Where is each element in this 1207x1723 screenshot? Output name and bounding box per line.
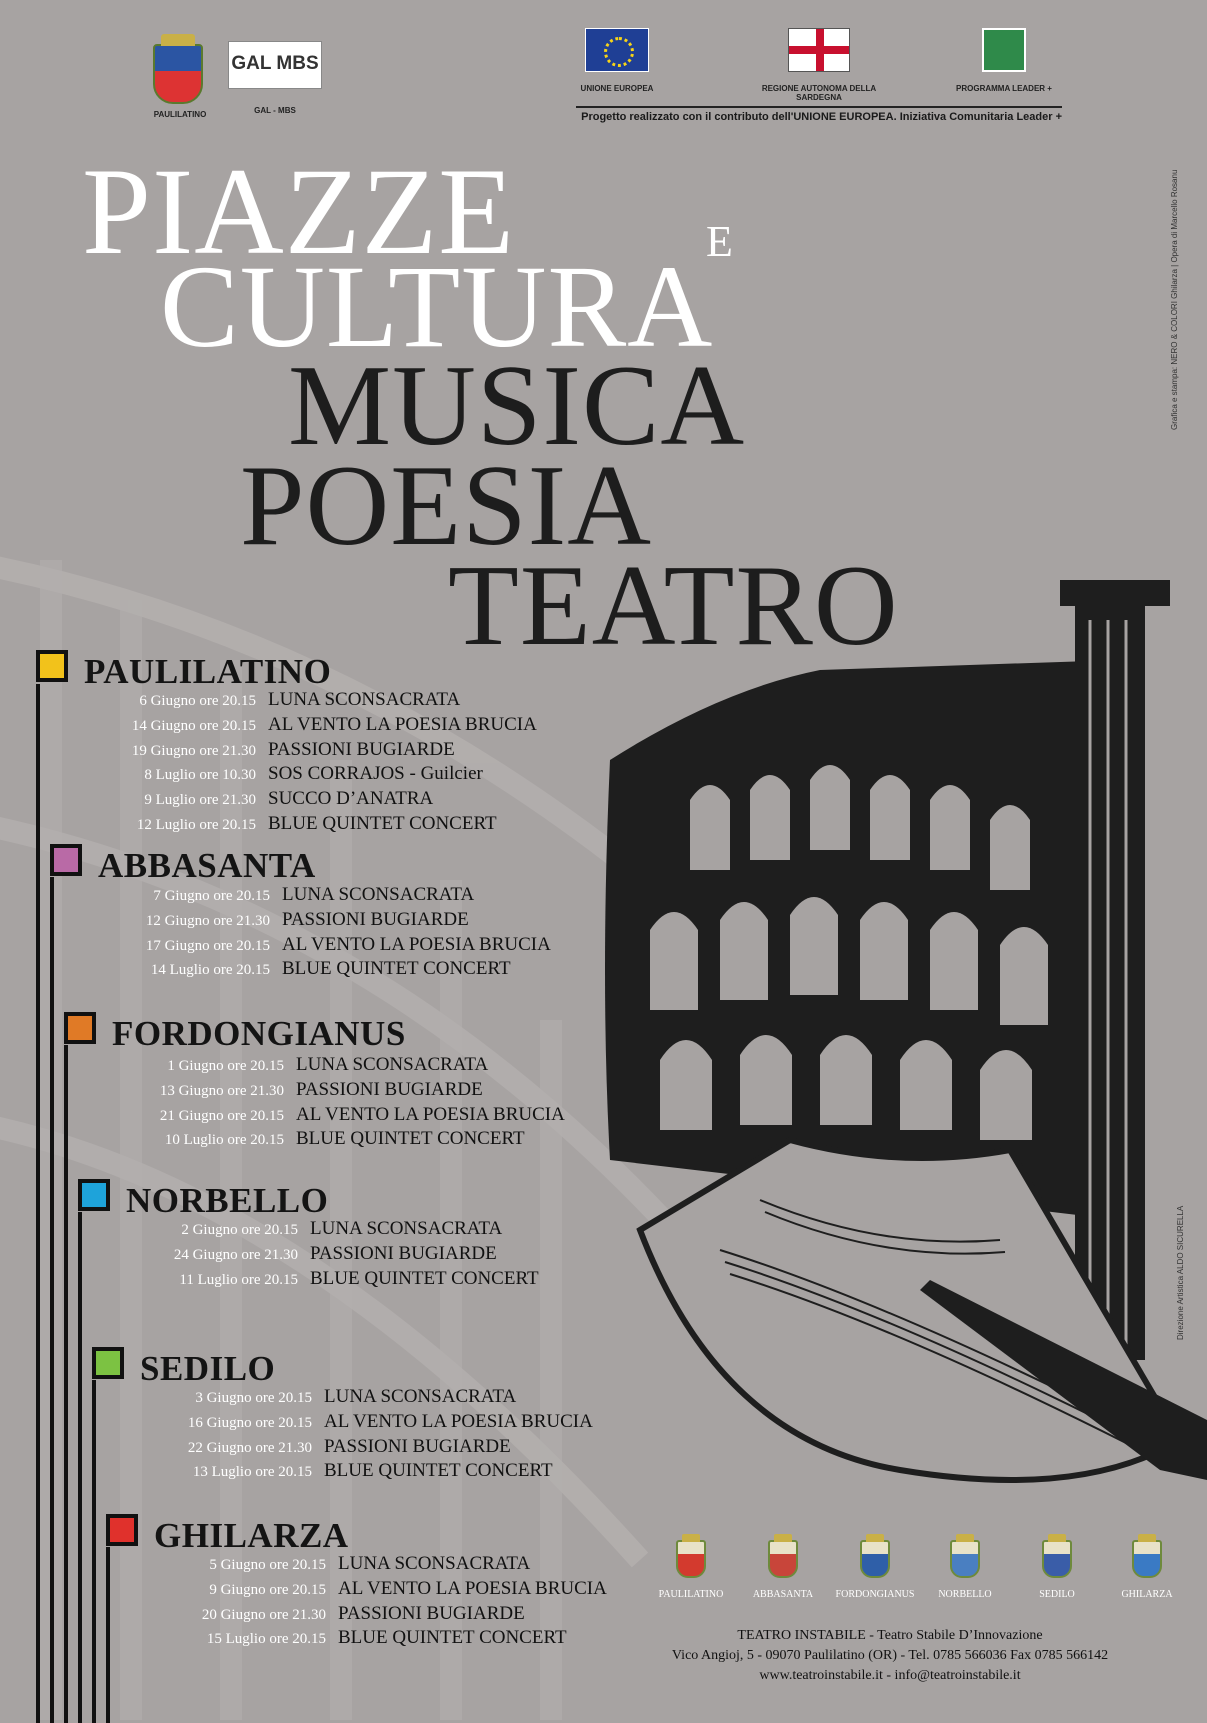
- event-date: 12 Giugno ore 21.30: [145, 912, 270, 929]
- event-date: 6 Giugno ore 20.15: [139, 693, 256, 709]
- sedilo-event-row: [102, 1386, 516, 1411]
- event-title: SUCCO D’ANATRA: [268, 788, 434, 810]
- abbasanta-heading: ABBASANTA: [98, 846, 316, 885]
- event-title: AL VENTO LA POESIA BRUCIA: [338, 1577, 607, 1599]
- ghilarza-stem: [106, 1547, 110, 1723]
- event-date: 1 Giugno ore 20.15: [167, 1058, 284, 1074]
- ghilarza-heading: GHILARZA: [154, 1516, 349, 1555]
- title-e: E: [706, 217, 734, 266]
- ghilarza-crest-icon: [1132, 1540, 1162, 1578]
- sedilo-color-marker: [92, 1347, 124, 1379]
- event-title: AL VENTO LA POESIA BRUCIA: [324, 1410, 593, 1432]
- norbello-color-marker: [78, 1179, 110, 1211]
- title-cultura: CULTURA: [160, 241, 714, 372]
- event-title: LUNA SCONSACRATA: [296, 1054, 489, 1075]
- sardinia-caption: REGIONE AUTONOMA DELLA SARDEGNA: [761, 84, 877, 102]
- event-date: 16 Giugno ore 20.15: [187, 1414, 312, 1431]
- event-date: 13 Giugno ore 21.30: [159, 1082, 284, 1099]
- paulilatino-event-row: [46, 689, 460, 714]
- event-date: 12 Luglio ore 20.15: [136, 817, 256, 833]
- fordongianus-heading: FORDONGIANUS: [112, 1014, 406, 1053]
- event-title: PASSIONI BUGIARDE: [268, 738, 455, 760]
- event-date: 24 Giugno ore 21.30: [173, 1246, 298, 1263]
- sedilo-stem: [92, 1380, 96, 1723]
- event-date: 13 Luglio ore 20.15: [192, 1464, 312, 1481]
- paulilatino-crest-icon: [676, 1540, 706, 1578]
- norbello-event-row: [88, 1218, 502, 1243]
- event-date: 2 Giugno ore 20.15: [181, 1222, 298, 1238]
- footer-org: TEATRO INSTABILE - Teatro Stabile D’Innovazione: [737, 1628, 1043, 1643]
- norbello-event-row: [88, 1268, 539, 1293]
- event-title: AL VENTO LA POESIA BRUCIA: [296, 1103, 565, 1125]
- fordongianus-event-row: [74, 1054, 488, 1079]
- event-title: BLUE QUINTET CONCERT: [324, 1460, 553, 1482]
- fordongianus-crest-label: FORDONGIANUS: [835, 1589, 915, 1600]
- sedilo-heading: SEDILO: [140, 1349, 276, 1388]
- eu-flag-icon: [585, 28, 649, 72]
- event-date: 14 Giugno ore 20.15: [131, 717, 256, 734]
- event-title: LUNA SCONSACRATA: [268, 689, 461, 710]
- norbello-crest-label: NORBELLO: [938, 1589, 992, 1600]
- fordongianus-color-marker: [64, 1012, 96, 1044]
- title-poesia: POESIA: [240, 442, 653, 570]
- abbasanta-event-row: [60, 934, 551, 959]
- abbasanta-event-row: [60, 884, 474, 909]
- paulilatino-color-marker: [36, 650, 68, 682]
- event-date: 17 Giugno ore 20.15: [145, 937, 270, 954]
- sedilo-event-row: [102, 1436, 511, 1461]
- ghilarza-event-row: [116, 1627, 567, 1652]
- paulilatino-event-row: [46, 739, 455, 764]
- sedilo-event-row: [102, 1460, 553, 1485]
- event-title: BLUE QUINTET CONCERT: [310, 1267, 539, 1289]
- event-date: 8 Luglio ore 10.30: [144, 767, 256, 784]
- ghilarza-event-row: [116, 1578, 607, 1603]
- norbello-stem: [78, 1212, 82, 1723]
- ghilarza-event-row: [116, 1553, 530, 1578]
- ghilarza-event-row: [116, 1603, 525, 1628]
- event-title: BLUE QUINTET CONCERT: [282, 958, 511, 980]
- title-teatro: TEATRO: [448, 542, 899, 670]
- event-date: 14 Luglio ore 20.15: [150, 962, 270, 979]
- abbasanta-event-row: [60, 958, 511, 983]
- print-credit: Grafica e stampa: NERO & COLORI Ghilarza | Opera di Marcello Rosanu: [1170, 169, 1179, 430]
- event-date: 10 Luglio ore 20.15: [164, 1132, 284, 1149]
- fordongianus-event-row: [74, 1128, 525, 1153]
- gal-logo-caption: GAL - MBS: [254, 106, 296, 115]
- fordongianus-event-row: [74, 1079, 483, 1104]
- norbello-heading: NORBELLO: [126, 1181, 329, 1220]
- event-title: PASSIONI BUGIARDE: [282, 908, 469, 930]
- event-date: 7 Giugno ore 20.15: [153, 888, 270, 904]
- title-piazze: PIAZZE: [82, 143, 516, 280]
- event-title: PASSIONI BUGIARDE: [310, 1242, 497, 1264]
- event-title: LUNA SCONSACRATA: [338, 1553, 531, 1574]
- fordongianus-stem: [64, 1045, 68, 1723]
- event-title: PASSIONI BUGIARDE: [296, 1078, 483, 1100]
- project-note: Progetto realizzato con il contributo dell'UNIONE EUROPEA. Iniziativa Comunitaria Leader +: [576, 106, 1062, 123]
- event-title: BLUE QUINTET CONCERT: [296, 1128, 525, 1150]
- paulilatino-crest-icon: [153, 44, 203, 104]
- leader-caption: PROGRAMMA LEADER +: [956, 84, 1052, 93]
- event-title: AL VENTO LA POESIA BRUCIA: [282, 933, 551, 955]
- direction-credit: Direzione Artistica ALDO SICURELLA: [1176, 1205, 1185, 1340]
- event-title: LUNA SCONSACRATA: [310, 1218, 503, 1239]
- paulilatino-event-row: [46, 714, 537, 739]
- sardinia-flag-icon: [788, 28, 850, 72]
- paulilatino-event-row: [46, 763, 483, 788]
- event-title: BLUE QUINTET CONCERT: [268, 813, 497, 834]
- ghilarza-color-marker: [106, 1514, 138, 1546]
- paulilatino-heading: PAULILATINO: [84, 652, 332, 691]
- fordongianus-crest-icon: [860, 1540, 890, 1578]
- event-date: 21 Giugno ore 20.15: [159, 1107, 284, 1124]
- abbasanta-crest-icon: [768, 1540, 798, 1578]
- sedilo-crest-icon: [1042, 1540, 1072, 1578]
- event-title: LUNA SCONSACRATA: [324, 1386, 517, 1407]
- event-title: AL VENTO LA POESIA BRUCIA: [268, 713, 537, 735]
- paulilatino-logo-caption: PAULILATINO: [153, 110, 207, 119]
- abbasanta-stem: [50, 877, 54, 1723]
- fordongianus-event-row: [74, 1104, 565, 1129]
- footer-address: Vico Angioj, 5 - 09070 Paulilatino (OR) - Tel. 0785 566036 Fax 0785 566142: [671, 1648, 1109, 1663]
- abbasanta-crest-label: ABBASANTA: [752, 1589, 814, 1600]
- leader-logo-icon: [982, 28, 1026, 72]
- event-date: 19 Giugno ore 21.30: [131, 742, 256, 759]
- ghilarza-crest-label: GHILARZA: [1121, 1589, 1173, 1600]
- norbello-event-row: [88, 1243, 497, 1268]
- title-musica: MUSICA: [288, 342, 746, 470]
- paulilatino-stem: [36, 684, 40, 1723]
- paulilatino-crest-label: PAULILATINO: [658, 1589, 724, 1600]
- event-title: PASSIONI BUGIARDE: [338, 1602, 525, 1624]
- event-date: 20 Giugno ore 21.30: [201, 1606, 326, 1623]
- abbasanta-event-row: [60, 909, 469, 934]
- event-date: 9 Giugno ore 20.15: [209, 1581, 326, 1598]
- event-title: PASSIONI BUGIARDE: [324, 1435, 511, 1457]
- norbello-crest-icon: [950, 1540, 980, 1578]
- abbasanta-color-marker: [50, 844, 82, 876]
- event-date: 22 Giugno ore 21.30: [187, 1439, 312, 1456]
- event-date: 3 Giugno ore 20.15: [195, 1390, 312, 1406]
- paulilatino-event-row: [46, 813, 497, 838]
- footer-web: www.teatroinstabile.it - info@teatroinstabile.it: [759, 1668, 1021, 1683]
- event-title: BLUE QUINTET CONCERT: [338, 1627, 567, 1649]
- event-date: 9 Luglio ore 21.30: [144, 792, 256, 809]
- event-date: 15 Luglio ore 20.15: [206, 1631, 326, 1648]
- gal-logo-icon: GAL MBS: [228, 41, 322, 89]
- paulilatino-event-row: [46, 788, 433, 813]
- event-title: SOS CORRAJOS - Guilcier: [268, 763, 483, 785]
- sedilo-event-row: [102, 1411, 593, 1436]
- event-title: LUNA SCONSACRATA: [282, 884, 475, 905]
- event-date: 5 Giugno ore 20.15: [209, 1557, 326, 1573]
- eu-caption: UNIONE EUROPEA: [580, 84, 654, 93]
- sedilo-crest-label: SEDILO: [1039, 1589, 1075, 1600]
- event-date: 11 Luglio ore 20.15: [179, 1271, 298, 1288]
